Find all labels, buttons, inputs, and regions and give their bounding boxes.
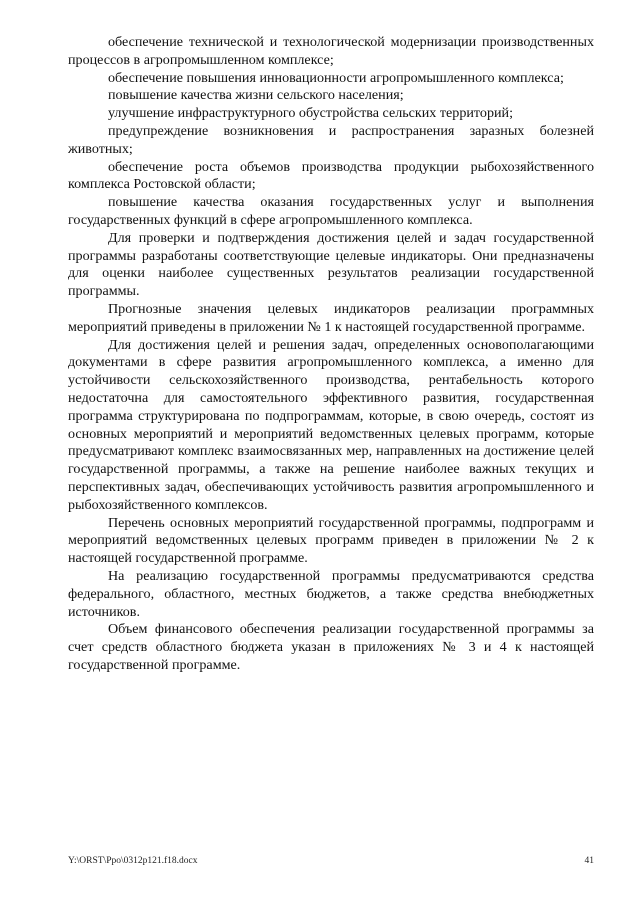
paragraph-infrastructure: улучшение инфраструктурного обустройства сельских территорий; xyxy=(108,105,513,122)
paragraph-animal-diseases: предупреждение возникновения и распространения заразных болезней животных; xyxy=(68,122,594,157)
paragraph-target-indicators: Для проверки и подтверждения достижения целей и задач государственной программы разработаны соответствующие целевые индикаторы. Они предназначены для оценки наиболее существенных результатов реализации государственной программы. xyxy=(68,229,594,300)
paragraph-quality-of-life: повышение качества жизни сельского населения; xyxy=(108,87,404,104)
paragraph-funding-sources: На реализацию государственной программы предусматриваются средства федерального, областного, местных бюджетов, а также средства внебюджетных источников. xyxy=(68,567,594,620)
paragraph-forecast-values: Прогнозные значения целевых индикаторов реализации программных мероприятий приведены в приложении № 1 к настоящей государственной программе. xyxy=(68,300,594,335)
paragraph-regional-budget: Объем финансового обеспечения реализации государственной программы за счет средств областного бюджета указан в приложениях № 3 и 4 к настоящей государственной программе. xyxy=(68,621,594,673)
paragraph-fishery-growth: обеспечение роста объемов производства продукции рыбохозяйственного комплекса Ростовской области; xyxy=(68,158,594,193)
paragraph-modernization: обеспечение технической и технологической модернизации производственных процессов в агропромышленном комплексе; xyxy=(68,34,594,68)
paragraph-innovation: обеспечение повышения инновационности агропромышленного комплекса; xyxy=(108,69,564,86)
document-body xyxy=(68,34,594,675)
page-number: 41 xyxy=(584,856,594,866)
paragraph-activities-list: Перечень основных мероприятий государственной программы, подпрограмм и мероприятий ведомственных целевых программ приведен в приложении № 2 к настоящей государственной программе. xyxy=(68,514,594,567)
paragraph-public-services: повышение качества оказания государственных услуг и выполнения государственных функций в сфере агропромышленного комплекса. xyxy=(68,194,594,228)
paragraph-program-structure: Для достижения целей и решения задач, определенных основополагающими документами в сфере развития агропромышленного комплекса, а именно для устойчивости сельскохозяйственного производства, рентабельность которого недостаточна для самостоятельного эффективного развития, государственная программа структурирована по подпрограммам, которые, в свою очередь, состоят из основных мероприятий и мероприятий ведомственных целевых программ, которые предусматривают комплекс взаимосвязанных мер, направленных на достижение целей государственной программы, а также на решение наиболее важных текущих и перспективных задач, обеспечивающих устойчивость развития агропромышленного и рыбохозяйственного комплексов. xyxy=(68,336,594,513)
footer-file-path: Y:\ORST\Ppo\0312p121.f18.docx xyxy=(68,856,198,866)
